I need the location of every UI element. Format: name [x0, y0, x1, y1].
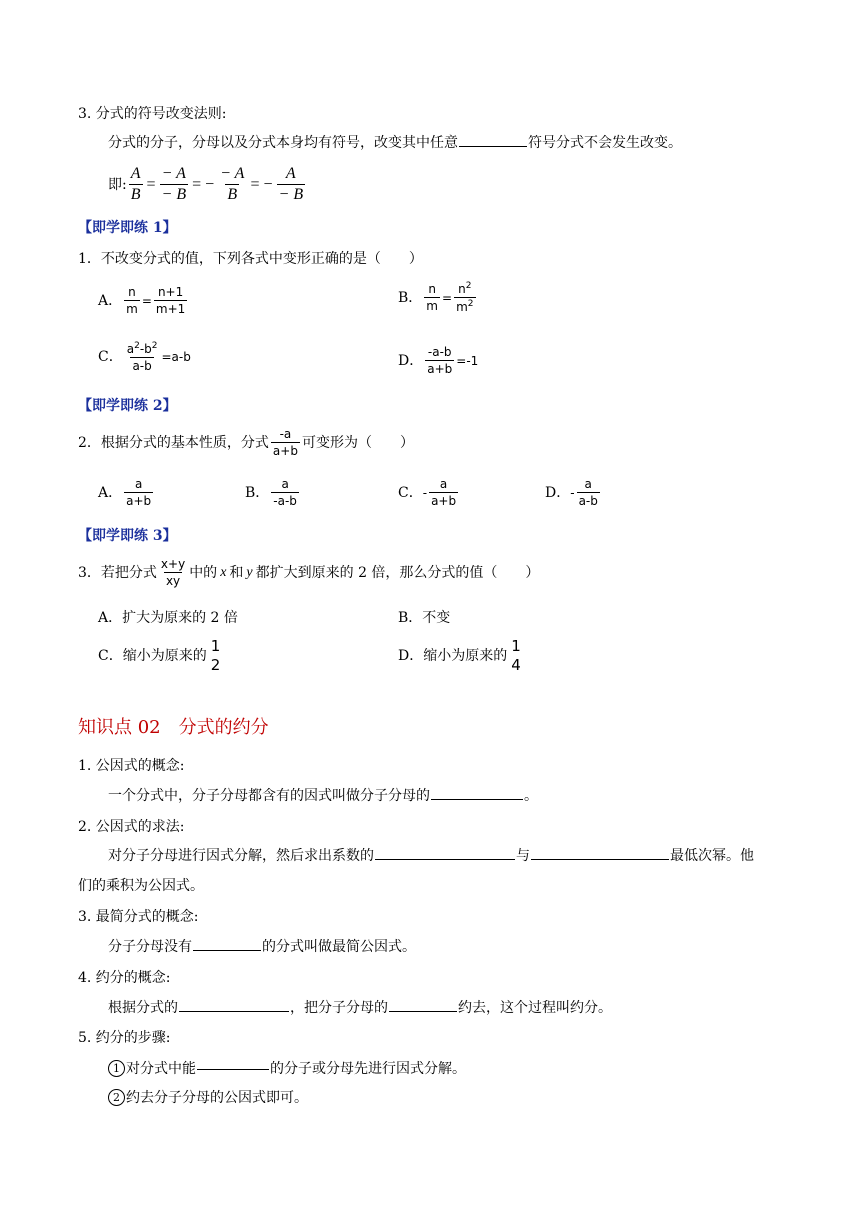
practice-1-option-c[interactable]: C． $\frac{a^2-b^2}{a-b}$ =a-b	[98, 341, 191, 373]
practice-3-option-d[interactable]: D．缩小为原来的 1 4	[398, 637, 521, 674]
blank	[179, 1010, 289, 1012]
item-4-title: 4. 约分的概念:	[78, 970, 171, 986]
practice-1-option-a[interactable]: A． $\frac{n}{m}$ = $\frac{n+1}{m+1}$	[98, 285, 186, 316]
item-1-title: 1. 公因式的概念:	[78, 758, 185, 774]
blank	[459, 145, 527, 147]
practice-heading-1: 【即学即练 1】	[78, 220, 177, 236]
item-2-text-cont: 们的乘积为公因式。	[78, 878, 204, 894]
sign-rule-title: 3. 分式的符号改变法则:	[78, 106, 227, 122]
blank	[531, 858, 669, 860]
fraction: $\frac{A}{- B}$	[278, 165, 304, 203]
sign-rule-text: 分式的分子，分母以及分式本身均有符号，改变其中任意 符号分式不会发生改变。	[108, 135, 682, 151]
practice-2-question: 2．根据分式的基本性质，分式 $\frac{-a}{a+b}$ 可变形为（ ）	[78, 427, 414, 458]
item-1-text: 一个分式中，分子分母都含有的因式叫做分子分母的 。	[108, 788, 538, 804]
sign-rule-formula: 即: $\frac{A}{B}$ = $\frac{- A}{- B}$ = − $\frac{- A}{B}$ = − $\frac{A}{- B}$	[108, 165, 304, 203]
practice-2-option-b[interactable]: B． $\frac{a}{-a-b}$	[245, 477, 297, 508]
blank	[197, 1068, 269, 1070]
item-2-text: 对分子分母进行因式分解，然后求出系数的 与 最低次幂。他	[108, 848, 754, 864]
practice-heading-2: 【即学即练 2】	[78, 398, 177, 414]
item-5-step-2: 2 约去分子分母的公因式即可。	[108, 1089, 308, 1106]
practice-3-option-b[interactable]: B．不变	[398, 610, 451, 626]
blank	[193, 949, 261, 951]
practice-1-option-b[interactable]: B． $\frac{n}{m}$ = $\frac{n^2}{m^2}$	[398, 281, 474, 314]
practice-2-option-a[interactable]: A． $\frac{a}{a+b}$	[98, 477, 152, 508]
fraction: $\frac{- A}{B}$	[220, 165, 245, 203]
item-5-step-1: 1 对分式中能 的分子或分母先进行因式分解。	[108, 1060, 466, 1077]
practice-1-option-d[interactable]: D． $\frac{-a-b}{a+b}$ =-1	[398, 345, 479, 376]
item-2-title: 2. 公因式的求法:	[78, 819, 185, 835]
blank	[375, 858, 515, 860]
practice-3-option-c[interactable]: C．缩小为原来的 1 2	[98, 637, 221, 674]
practice-2-option-c[interactable]: C． - $\frac{a}{a+b}$	[398, 477, 457, 508]
practice-1-question: 1．不改变分式的值，下列各式中变形正确的是（ ）	[78, 251, 423, 267]
fraction: $\frac{- A}{- B}$	[161, 165, 187, 203]
fraction: $\frac{A}{B}$	[130, 165, 141, 203]
practice-3-question: 3．若把分式 $\frac{x+y}{xy}$ 中的 x 和 y 都扩大到原来的 2 倍，那么分式的值（ ）	[78, 557, 540, 588]
item-4-text: 根据分式的 ，把分子分母的 约去，这个过程叫约分。	[108, 1000, 612, 1016]
practice-2-option-d[interactable]: D． - $\frac{a}{a-b}$	[545, 477, 598, 508]
practice-3-option-a[interactable]: A．扩大为原来的 2 倍	[98, 610, 238, 626]
circled-number: 1	[108, 1060, 125, 1077]
item-3-title: 3. 最简分式的概念:	[78, 909, 199, 925]
practice-heading-3: 【即学即练 3】	[78, 528, 177, 544]
blank	[389, 1010, 457, 1012]
item-5-title: 5. 约分的步骤:	[78, 1030, 171, 1046]
blank	[431, 798, 523, 800]
section-title: 知识点 02 分式的约分	[78, 717, 269, 738]
circled-number: 2	[108, 1089, 125, 1106]
item-3-text: 分子分母没有 的分式叫做最简公因式。	[108, 939, 416, 955]
